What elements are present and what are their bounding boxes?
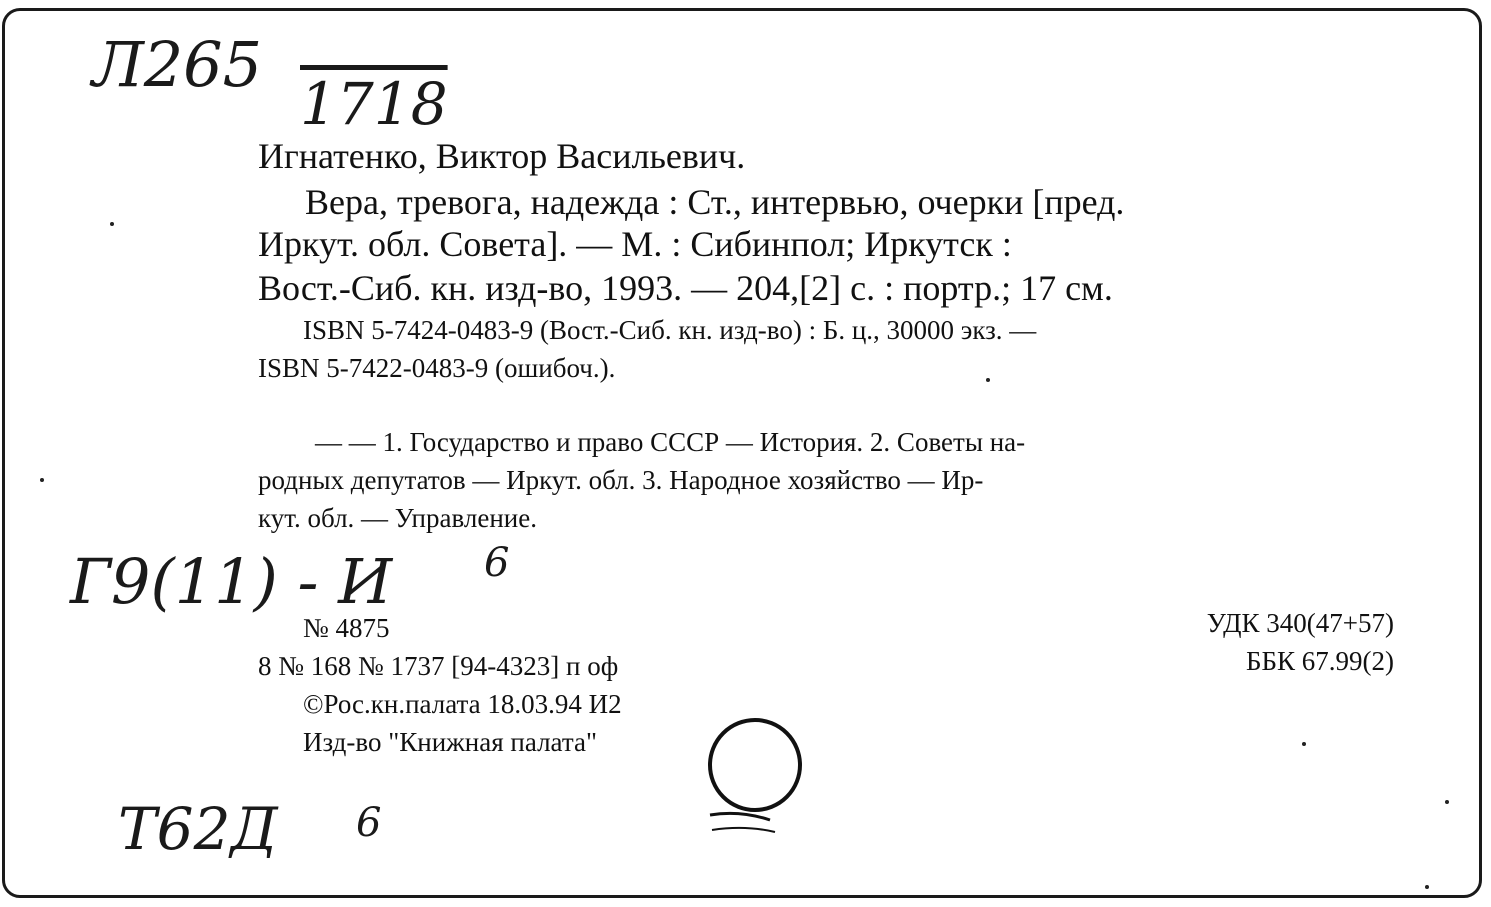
stamp-circle-mark — [700, 700, 810, 840]
handwritten-shelf-code: Л265 — [92, 28, 263, 101]
author-heading: Игнатенко, Виктор Васильевич. — [258, 136, 746, 176]
title-line-1: Вера, тревога, надежда : Ст., интервью, очерки [пред. — [305, 182, 1125, 222]
speck — [1445, 800, 1449, 804]
footer-line-1: № 4875 — [303, 613, 390, 643]
isbn-line-1: ISBN 5-7424-0483-9 (Вост.-Сиб. кн. изд-во) : Б. ц., 30000 экз. — — [303, 315, 1037, 345]
speck — [1425, 885, 1429, 889]
handwritten-classification: Г9(11) - И — [70, 545, 393, 618]
title-line-2: Иркут. обл. Совета]. — М. : Сибинпол; Иркутск : — [258, 224, 1012, 264]
speck — [986, 378, 990, 382]
footer-line-3: ©Рос.кн.палата 18.03.94 И2 — [303, 689, 622, 719]
subject-line-1: — — 1. Государство и право СССР — История. 2. Советы на- — [315, 427, 1026, 457]
subject-line-3: кут. обл. — Управление. — [258, 503, 537, 533]
speck — [110, 222, 114, 226]
bbk-index: ББК 67.99(2) — [1246, 646, 1394, 676]
title-line-3: Вост.-Сиб. кн. изд-во, 1993. — 204,[2] с. : портр.; 17 см. — [258, 268, 1113, 308]
udk-index: УДК 340(47+57) — [1206, 608, 1394, 638]
handwritten-inventory-code: Т62Д — [118, 795, 278, 863]
handwritten-inventory-sup: 6 — [356, 800, 382, 846]
speck — [1302, 742, 1306, 746]
handwritten-card-number: 1718 — [300, 70, 448, 138]
footer-line-4: Изд-во "Книжная палата" — [303, 727, 597, 757]
subject-line-2: родных депутатов — Иркут. обл. 3. Народное хозяйство — Ир- — [258, 465, 984, 495]
speck — [40, 478, 44, 482]
footer-line-2: 8 № 168 № 1737 [94-4323] п оф — [258, 651, 619, 681]
isbn-line-2: ISBN 5-7422-0483-9 (ошибоч.). — [258, 353, 616, 383]
handwritten-classification-sup: 6 — [484, 540, 510, 586]
